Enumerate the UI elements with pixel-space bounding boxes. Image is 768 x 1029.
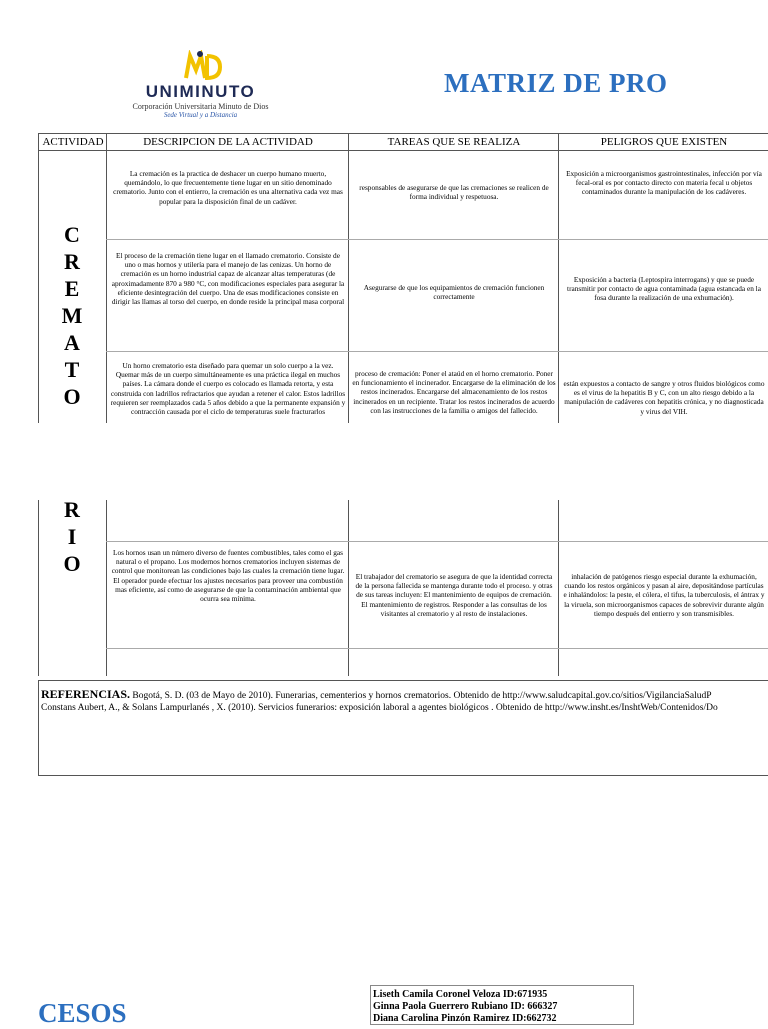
- row-divider: [106, 351, 768, 352]
- logo-mark-icon: [180, 50, 222, 82]
- row-divider: [106, 239, 768, 240]
- header-peligros: PELIGROS QUE EXISTEN: [558, 133, 768, 151]
- logo-name: UNIMINUTO: [145, 82, 256, 101]
- reference-1: REFERENCIAS. Bogotá, S. D. (03 de Mayo de 2010). Funerarias, cementerios y hornos crematorios. Obtenido de http://www.saludcapital.gov.co/sitios/VigilanciaSaludP: [41, 687, 712, 701]
- logo-subtitle: Corporación Universitaria Minuto de Dios: [132, 102, 269, 111]
- author-1: Liseth Camila Coronel Veloza ID:671935: [373, 989, 548, 1000]
- page-title: MATRIZ DE PRO: [444, 68, 668, 98]
- row3-descripcion: Un horno crematorio esta diseñado para quemar un solo cuerpo a la vez. Quemar más de un cuerpo simultáneamente es una práctica ilegal en muchos países. La cámara donde el cuerpo es colocado es llamada retorta, y esta construida con ladrillos refractarios que ayudan a retener el calor. Estos ladrillos requieren ser reemplazados cada 5 años debido a que la permanente expansión y contracción causada por el ciclo de temperaturas suele fracturarlos: [110, 361, 346, 417]
- column-line: [348, 500, 349, 676]
- author-3: Diana Carolina Pinzón Ramirez ID:662732: [373, 1013, 557, 1024]
- row-divider: [106, 541, 768, 542]
- matrix-table-bottom: [38, 497, 768, 676]
- row3-tareas: proceso de cremación: Poner el ataúd en el horno crematorio. Poner en funcionamiento el incinerador. Encargarse de la eliminación de los restos incinerados. Encargarse del almacenamiento de los restos incinerados en un recipiente. Tratar los restos incinerados de acuerdo con las instrucciones de la familia o amigos del fallecido.: [352, 369, 556, 415]
- row4-peligros: inhalación de patógenos riesgo especial durante la exhumación, cuando los restos orgánicos y pasan al aire, depositándose partículas e inhalándolos: la peste, el cólera, el tifus, la tuberculosis, el ántrax y la viruela, son microorganismos capaces de sobrevivir durante algún tiempo después del entierro y son transmisibles.: [563, 572, 765, 618]
- column-line: [106, 149, 107, 423]
- activity-label-bottom: R I O: [63, 497, 81, 576]
- activity-label-top: C R E M A T O: [61, 222, 83, 409]
- authors-box: [370, 985, 634, 1025]
- row2-tareas: Asegurarse de que los equipamientos de cremación funcionen correctamente: [363, 283, 545, 302]
- row4-descripcion: Los hornos usan un número diverso de fuentes combustibles, tales como el gas natural o el propano. Los modernos hornos crematorios incluyen sistemas de control que monitorean las condiciones bajo las cuales la cremación tiene lugar. El operador puede efectuar los ajustes necesarios para proveer una combustión mas eficiente, así como de asegurarse de que la contaminación ambiental que ocurra sea mínima.: [111, 548, 345, 604]
- uniminuto-logo: [118, 50, 283, 122]
- row1-peligros: Exposición a microorganismos gastrointestinales, infección por vía fecal-oral es por contacto directo con materia fecal u objetos contaminados durante la manipulación de los cadáveres.: [566, 169, 762, 197]
- row-divider: [106, 648, 768, 649]
- column-line: [348, 149, 349, 423]
- references-label: REFERENCIAS.: [41, 687, 131, 701]
- header-actividad: ACTIVIDAD: [38, 133, 107, 151]
- header-tareas: TAREAS QUE SE REALIZA: [348, 133, 559, 151]
- row2-descripcion: El proceso de la cremación tiene lugar en el llamado crematorio. Consiste de uno o mas hornos y utilería para el manejo de las cenizas. Un horno de cremación es un horno industrial capaz de alcanzar altas temperaturas (de aproximadamente 870 a 980 °C, con modificaciones especiales para asegurar la eficiente desintegración del cuerpo. Una de esas modificaciones consiste en dirigir las llamas al torso del cuerpo, en donde reside la principal masa corporal: [111, 251, 345, 307]
- author-2: Ginna Paola Guerrero Rubiano ID: 666327: [373, 1001, 558, 1012]
- logo-tagline: Sede Virtual y a Distancia: [163, 111, 238, 119]
- row2-peligros: Exposición a bacteria (Leptospira interrogans) y que se puede transmitir por contacto de agua contaminada (agua estancada en la fosa durante la realización de una exhumación).: [567, 275, 761, 303]
- row1-descripcion: La cremación es la practica de deshacer un cuerpo humano muerto, quemándolo, lo que frecuentemente tiene lugar en un sitio denominado crematorio. Junto con el entierro, la cremación es una alternativa cada vez mas popular para la disposición final de un cadáver.: [113, 169, 343, 206]
- row4-tareas: El trabajador del crematorio se asegura de que la identidad correcta de la persona fallecida se mantenga durante todo el proceso. y otras de sus tareas incluyen: El mantenimiento de equipos de cremación. El mantenimiento de registros. Responder a las consultas de los visitantes al crematorio y al resto de instalaciones.: [355, 572, 553, 618]
- row1-tareas: responsables de asegurarse de que las cremaciones se realicen de forma individual y respetuosa.: [359, 183, 549, 202]
- references-box: [38, 680, 768, 776]
- row3-peligros: están expuestos a contacto de sangre y otros fluidos biológicos como es el virus de la hepatitis B y C, con un alto riesgo debido a la manipulación de cadáveres con hepatitis crónica, y no diagnosticada y virus del VIH.: [563, 379, 765, 416]
- column-line: [558, 149, 559, 423]
- column-line: [558, 500, 559, 676]
- column-line: [106, 500, 107, 676]
- header-descripcion: DESCRIPCION DE LA ACTIVIDAD: [106, 133, 349, 151]
- footer-title: CESOS: [38, 998, 127, 1028]
- matrix-table-top: [38, 133, 768, 423]
- reference-2: Constans Aubert, A., & Solans Lampurlanés , X. (2010). Servicios funerarios: exposición laboral a agentes biológicos . Obtenido de http://www.insht.es/InshtWeb/Contenidos/Do: [41, 703, 718, 713]
